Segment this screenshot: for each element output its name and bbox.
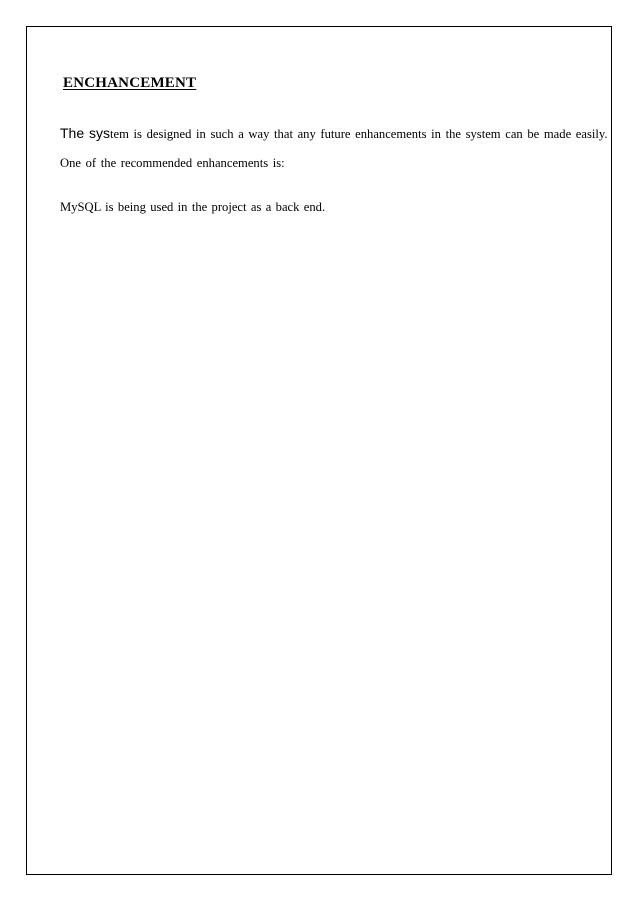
paragraph-recommended: One of the recommended enhancements is:: [60, 156, 285, 170]
paragraph-intro: [60, 125, 608, 142]
paragraph-intro-lead: The sys: [60, 125, 111, 141]
paragraph-mysql: MySQL is being used in the project as a back end.: [60, 200, 326, 214]
paragraph-intro-rest: tem is designed in such a way that any future enhancements in the system can be made easily.: [110, 127, 608, 141]
page-border: [26, 26, 612, 875]
section-heading: ENCHANCEMENT: [63, 75, 197, 91]
